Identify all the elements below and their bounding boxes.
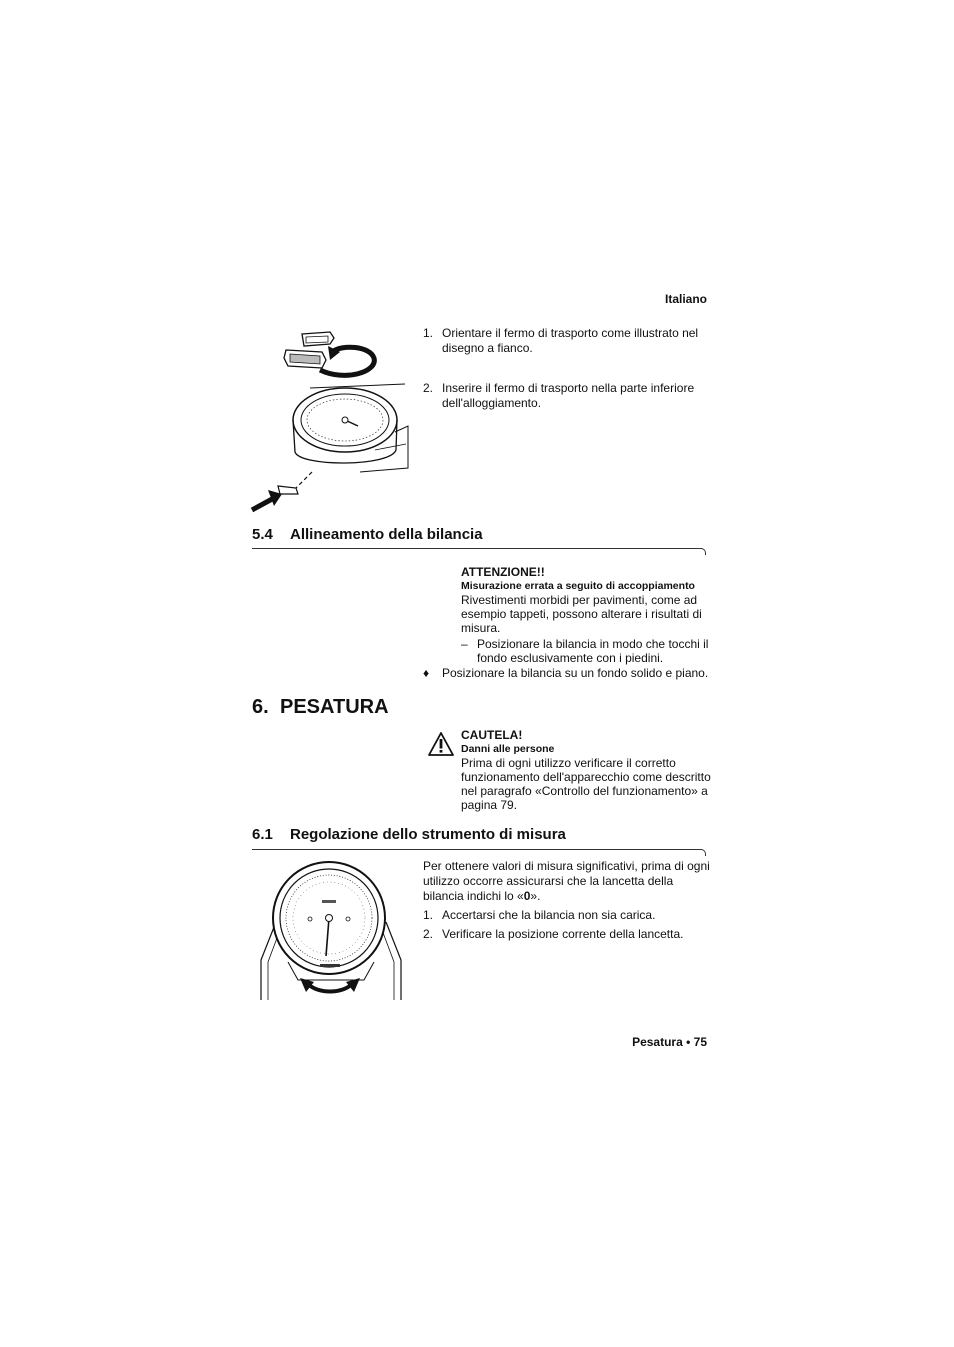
transport-step-1: 1. Orientare il fermo di trasporto come illustrato nel disegno a fianco. bbox=[423, 326, 699, 355]
adjust-step-2: 2. Verificare la posizione corrente della lancetta. bbox=[423, 927, 684, 941]
transport-lock-illustration bbox=[250, 322, 410, 512]
caution-title: CAUTELA! bbox=[461, 728, 523, 742]
section-6-1-heading: 6.1 Regolazione dello strumento di misura bbox=[252, 826, 566, 843]
section-5-4-rule-corner bbox=[701, 548, 706, 555]
section-6-1-rule bbox=[252, 849, 702, 850]
caution-subtitle: Danni alle persone bbox=[461, 743, 555, 755]
transport-step-2: 2. Inserire il fermo di trasporto nella parte inferiore dell'alloggiamento. bbox=[423, 381, 695, 410]
page-footer: Pesatura • 75 bbox=[632, 1035, 707, 1049]
section-5-4-heading: 5.4 Allineamento della bilancia bbox=[252, 526, 483, 543]
attention-note bbox=[461, 565, 709, 665]
caution-note bbox=[461, 728, 711, 812]
attention-dash-item: – Posizionare la bilancia in modo che tocchi il fondo esclusivamente con i piedini. bbox=[461, 637, 709, 665]
attention-subtitle: Misurazione errata a seguito di accoppiamento bbox=[461, 580, 695, 592]
alignment-bullet: ♦ Posizionare la bilancia su un fondo solido e piano. bbox=[423, 666, 709, 680]
diamond-bullet-icon: ♦ bbox=[423, 666, 430, 680]
section-6-1-intro: Per ottenere valori di misura significativi, prima di ogni utilizzo occorre assicurarsi che la lancetta della bilancia indichi lo «0». bbox=[423, 859, 710, 903]
section-6-1-rule-corner bbox=[701, 849, 706, 856]
caution-body: Prima di ogni utilizzo verificare il corretto funzionamento dell'apparecchio come descritto nel paragrafo «Controllo del funzionamento» a pagina 79. bbox=[461, 756, 711, 812]
warning-triangle-icon bbox=[428, 732, 454, 756]
section-6-heading: 6. PESATURA bbox=[252, 696, 389, 718]
adjust-step-1: 1. Accertarsi che la bilancia non sia carica. bbox=[423, 908, 656, 922]
attention-title: ATTENZIONE!! bbox=[461, 565, 545, 579]
language-label: Italiano bbox=[664, 292, 707, 306]
dial-adjustment-illustration bbox=[258, 870, 404, 1002]
section-5-4-rule bbox=[252, 548, 702, 549]
attention-body: Rivestimenti morbidi per pavimenti, come ad esempio tappeti, possono alterare i risultati di misura. bbox=[461, 593, 702, 635]
